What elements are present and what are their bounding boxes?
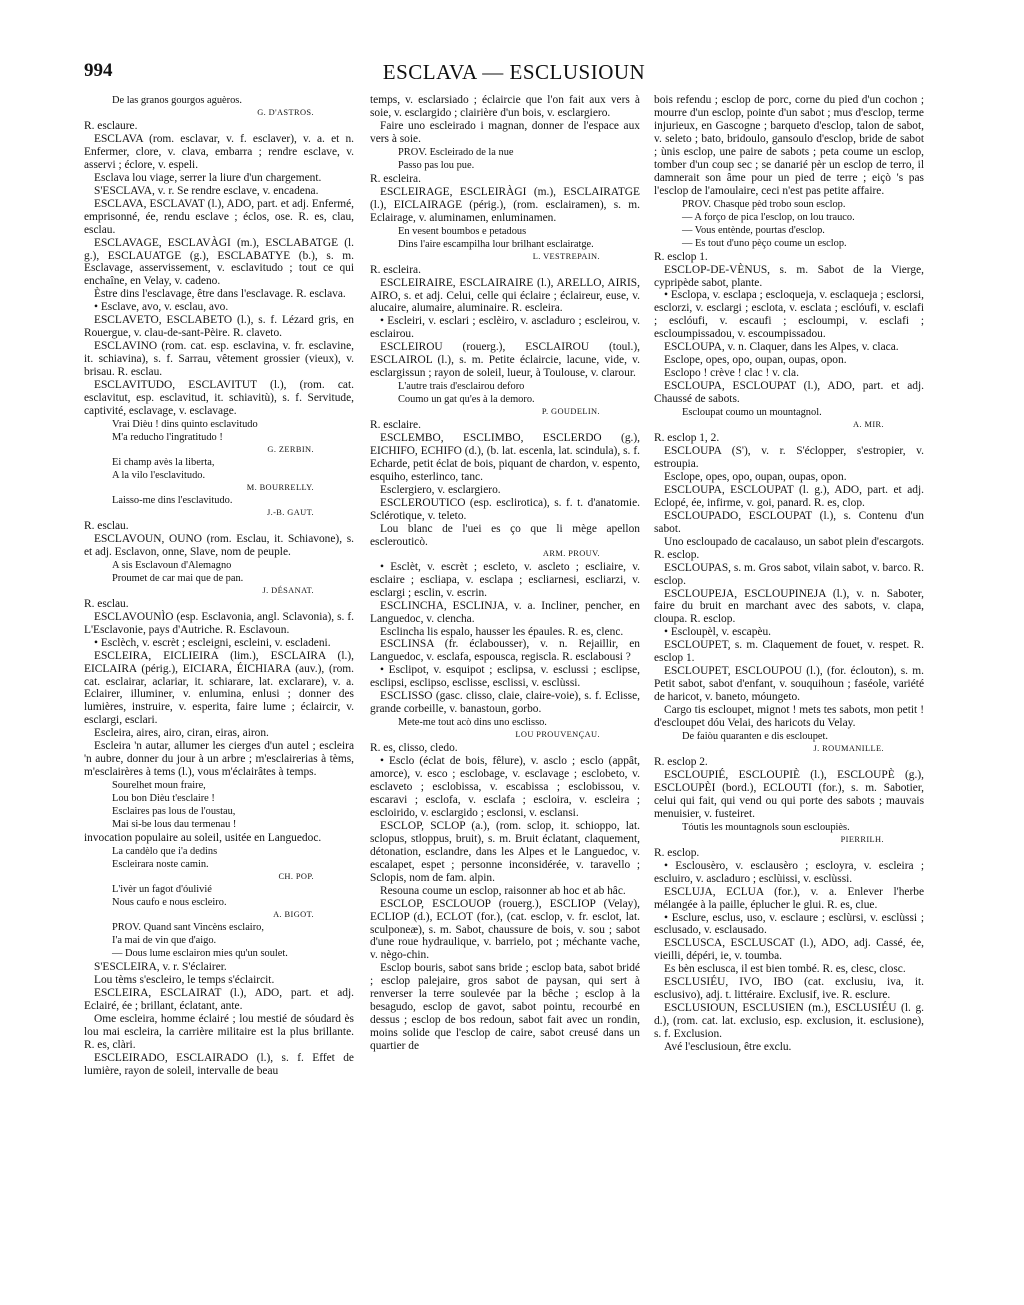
dictionary-entry: Escleira 'n autar, allumer les cierges d'un autel ; escleira 'n aubre, donner du jour à un arbre ; m'esclairerias à tèms, m'esclairères à tems (l.), vous m'éclairâtes à temps.: [84, 740, 354, 779]
quotation-line: Tóutis les mountagnols soun escloupiès.: [682, 821, 850, 833]
dictionary-entry: ESCLINSA (fr. éclabousser), v. n. Rejaillir, en Languedoc, v. esclafa, espousca, regiscla. R. esclabousi ?: [370, 638, 640, 664]
entry-continuation: R. esclaure.: [84, 120, 138, 132]
quotation-line: — A forço de pica l'esclop, on lou trauco.: [682, 211, 855, 223]
quotation-line: Coumo un gat qu'es à la demoro.: [398, 394, 535, 406]
quotation-line: Mete-me tout acò dins uno esclisso.: [398, 717, 547, 729]
dictionary-entry: ESCLOUPA (S'), v. r. S'éclopper, s'estropier, v. estroupia.: [654, 445, 924, 470]
dictionary-entry: • Esclousèro, v. esclausèro ; escloyra, v. escleira ; escluiro, v. ascladuro ; esclùissi, v. esclùssi.: [654, 859, 924, 885]
dictionary-entry: Èstre dins l'esclavage, être dans l'esclavage. R. esclava.: [94, 288, 346, 301]
quotation-line: A sis Esclavoun d'Alemagno: [112, 559, 232, 571]
quotation-author: A. MIR.: [853, 420, 884, 430]
dictionary-entry: • Esclopa, v. esclapa ; escloqueja, v. esclaqueja ; esclorsi, esclorzi, v. esclargi ; esclota, v. esclata ; esclóufi, v. esclafi ; esclóufi, v. escaufi ; escloumpi, v. esclafi ; escloumpissadou, v. escoumpissadou.: [654, 289, 924, 341]
dictionary-entry: Esclope, opes, opo, oupan, oupas, opon.: [664, 354, 847, 367]
quotation-author: J. ROUMANILLE.: [813, 743, 884, 753]
quotation-line: L'ivèr un fagot d'óulivié: [112, 884, 212, 896]
dictionary-entry: Esclergiero, v. esclargiero.: [380, 483, 501, 496]
dictionary-entry: ESCLAVETO, ESCLABETO (l.), s. f. Lézard gris, en Rouergue, v. clau-de-sant-Pèire. R. claveto.: [84, 314, 354, 340]
dictionary-entry: ESCLISSO (gasc. clisso, claie, claire-voie), s. f. Eclisse, grande corbeille, v. banastoun, gorbo.: [370, 690, 640, 716]
dictionary-entry: ESCLAVITUDO, ESCLAVITUT (l.), (rom. cat. esclavitut, esp. esclavitud, it. schiavitù), s. f. Servitude, captivité, esclavage, v. esclavage.: [84, 379, 354, 417]
dictionary-entry: Esclope, opes, opo, oupan, oupas, opon.: [664, 470, 847, 483]
quotation-author: CH. POP.: [278, 872, 314, 882]
dictionary-entry: Esclava lou viage, serrer la liure d'un chargement.: [94, 171, 322, 184]
quotation-line: — Dous lume esclairon mies qu'un soulet.: [112, 948, 288, 960]
dictionary-entry: Esclop bouris, sabot sans bride ; esclop bata, sabot bridé ; esclop palejaire, gros sabot de paysan, qui sert à renverser la terre soulevée par la bêche ; esclop à la besagudo, esclop de gavot, sabot pointu, recourbé en dessus ; esclop de bos redoun, sabot fait avec un rondin, moins solide que l'esclop de caire, sabot creusé dans un quartier de: [370, 962, 640, 1053]
entry-continuation: R. es, clisso, cledo.: [370, 742, 458, 755]
quotation-line: Escleirara noste camin.: [112, 859, 209, 871]
dictionary-entry: Lou tèms s'escleiro, le temps s'éclaircit.: [94, 974, 275, 987]
dictionary-entry: ESCLEIRA, ESCLAIRAT (l.), ADO, part. et adj. Eclairé, ée ; brillant, éclatant, ante.: [84, 986, 354, 1012]
dictionary-entry: • Esclave, avo, v. esclau, avo.: [94, 301, 229, 314]
quotation-line: PROV. Quand sant Vincèns esclairo,: [112, 922, 264, 934]
dictionary-entry: ESCLOUPIÉ, ESCLOUPIÈ (l.), ESCLOUPÈ (g.), ESCLOUPÈI (bord.), ECLOUTI (for.), s. m. Sabotier, celui qui fait, qui vend ou qui porte des sabots ; mauvais menuisier, v. fusteiret.: [654, 768, 924, 820]
dictionary-entry: Resouna coume un esclop, raisonner ab hoc et ab hâc.: [380, 884, 626, 897]
quotation-author: G. ZERBIN.: [267, 444, 314, 454]
dictionary-column-2: [370, 94, 640, 1294]
entry-continuation: R. esclop 1.: [654, 250, 708, 263]
quotation-author: P. GOUDELIN.: [541, 407, 600, 417]
dictionary-entry: ESCLEROUTICO (esp. esclirotica), s. f. t. d'anatomie. Sclérotique, v. teleto.: [370, 496, 640, 522]
dictionary-entry: ESCLOUPEJA, ESCLOUPINEJA (l.), v. n. Saboter, faire du bruit en marchant avec des sabots, v. clapa, cloupa. R. esclop.: [654, 587, 924, 626]
dictionary-entry: • Esclèch, v. escrèt ; escleigni, escleini, v. escladeni.: [94, 636, 331, 649]
dictionary-entry: ESCLEIROU (rouerg.), ESCLAIROU (toul.), ESCLAIROL (l.), s. m. Petite éclaircie, lacune, vide, v. esclargissun ; rayon de soleil, lueur, à Toulouse, v. clarour.: [370, 341, 640, 380]
quotation-author: J.-B. GAUT.: [266, 507, 314, 517]
dictionary-entry: ESCLUSCA, ESCLUSCAT (l.), ADO, adj. Cassé, ée, vieilli, dépéri, ie, v. toumba.: [654, 937, 924, 963]
quotation-line: De faiòu quaranten e dis escloupet.: [682, 730, 828, 742]
dictionary-entry: S'ESCLAVA, v. r. Se rendre esclave, v. encadena.: [94, 184, 319, 197]
dictionary-entry: ESCLOP-DE-VÈNUS, s. m. Sabot de la Vierge, cypripède sabot, plante.: [654, 263, 924, 289]
dictionary-entry: ESCLOUPET, ESCLOUPOU (l.), (for. éclouton), s. m. Petit sabot, sabot d'enfant, v. souquihoun ; faséole, variété de haricot, v. baneto, móungeto.: [654, 665, 924, 704]
dictionary-entry: • Esclipot, v. esquipot ; esclipsa, v. esclussi ; esclipse, esclipsi, esclipso, esclisse, esclissi, v. esclùssi.: [370, 664, 640, 690]
dictionary-entry: • Esclo (éclat de bois, fêlure), v. asclo ; esclo (appât, amorce), v. esco ; esclobage, v. esclavage ; esclobeto, v. esclaveto ; esclobissa, v. escabissa ; esclobissou, v. escaravi ; esclofa, v. esclafa ; escloira, v. escleira ; escloirido, v. esclargido ; esclonsi, v. esclansi.: [370, 755, 640, 819]
quotation-author: LOU PROUVENÇAU.: [515, 730, 600, 740]
quotation-line: Sourelhet moun fraire,: [112, 780, 206, 792]
dictionary-entry: ESCLUJA, ECLUA (for.), v. a. Enlever l'herbe mélangée à la paille, éplucher le glui. R. es, clue.: [654, 885, 924, 911]
quotation-line: Laisso-me dins l'esclavitudo.: [112, 494, 233, 506]
quotation-line: PROV. Escleirado de la nue: [398, 146, 514, 158]
dictionary-entry: • Escleiri, v. esclari ; esclèiro, v. ascladuro ; escleirou, v. esclairou.: [370, 315, 640, 341]
quotation-line: — Es tout d'uno pèço coume un esclop.: [682, 237, 847, 249]
quotation-line: Proumet de car mai que de pan.: [112, 572, 244, 584]
dictionary-entry: ESCLOUPADO, ESCLOUPAT (l.), s. Contenu d'un sabot.: [654, 509, 924, 535]
quotation-line: Esclaires pas lous de l'oustau,: [112, 806, 236, 818]
dictionary-entry: Esclincha lis espalo, hausser les épaules. R. es, clenc.: [380, 625, 624, 638]
entry-continuation: R. esclop 1, 2.: [654, 432, 720, 445]
dictionary-entry: ESCLOUPAS, s. m. Gros sabot, vilain sabot, v. barco. R. esclop.: [654, 561, 924, 587]
quotation-line: De las granos gourgos aguèros.: [112, 95, 242, 106]
dictionary-entry: ESCLEIRAIRE, ESCLAIRAIRE (l.), ARELLO, AIRIS, AIRO, s. et adj. Celui, celle qui éclaire ; éclaireur, euse, v. alucaire, alumaire, aluminaire. R. escleira.: [370, 276, 640, 315]
dictionary-entry: ESCLAVA (rom. esclavar, v. f. esclaver), v. a. et n. Enfermer, clore, v. clava, embarra ; rendre esclave, v. asservi ; éclore, v. espeli.: [84, 132, 354, 171]
quotation-line: PROV. Chasque pèd trobo soun esclop.: [682, 198, 846, 210]
dictionary-column-3: [654, 94, 924, 1294]
quotation-author: G. D'ASTROS.: [257, 108, 314, 117]
quotation-line: L'autre trais d'esclairou deforo: [398, 381, 525, 393]
dictionary-entry: ESCLOUPET, s. m. Claquement de fouet, v. respet. R. esclop 1.: [654, 639, 924, 665]
quotation-line: Ei champ avès la liberta,: [112, 456, 215, 468]
quotation-line: Mai si-be lous dau termenau !: [112, 819, 237, 831]
quotation-author: J. DÉSANAT.: [262, 585, 314, 595]
dictionary-entry: ESCLAVINO (rom. cat. esp. esclavina, v. fr. esclavine, it. schiavina), s. f. Sarrau, vêtement grossier (vieux), v. brisau. R. esclau.: [84, 340, 354, 379]
dictionary-entry: Escleira, aires, airo, ciran, eiras, airon.: [94, 727, 269, 740]
entry-continuation: R. esclau.: [84, 597, 129, 610]
entry-continuation: bois refendu ; esclop de porc, corne du pied d'un cochon ; mourre d'un esclop, pointe d'un sabot ; mus d'esclop, terme injurieux, en Gascogne ; barqueto d'esclop, talon de sabot, v. seleto ; bato, bridoulo, gansoulo d'esclop, bride de sabot ; ùnis esclop, une paire de sabots ; peta coume un esclop, tomber d'un coup sec ; se danarié pèr un esclop de terro, il damnerait son âme pour un pied de terre ; eiçò 's pas l'esclop de l'amoulaire, ceci n'est pas petite affaire.: [654, 94, 924, 197]
dictionary-entry: ESCLEIRA, EICLIEIRA (lim.), ESCLAIRA (l.), EICLAIRA (périg.), EICIARA, ÉICHIARA (auv.), (rom. cat. esclairar, aclariar, it. schiarare, lat. exclarare), v. a. Eclairer, illuminer, v. enlumina, enlusi ; donner des lumières, instruire, v. esperita, faire lume ; éclaircir, v. esclargi, esclari.: [84, 649, 354, 727]
dictionary-entry: ESCLOUPA, ESCLOUPAT (l.), ADO, part. et adj. Chaussé de sabots.: [654, 380, 924, 406]
dictionary-entry: ESCLAVA, ESCLAVAT (l.), ADO, part. et adj. Enfermé, emprisonné, ée, rendu esclave ; éclos, ose. R. es, clau, esclau.: [84, 197, 354, 236]
dictionary-entry: Faire uno escleirado i magnan, donner de l'espace aux vers à soie.: [370, 119, 640, 145]
quotation-line: Nous caufo e nous escleiro.: [112, 897, 227, 909]
page-header: [84, 60, 944, 86]
dictionary-entry: ESCLINCHA, ESCLINJA, v. a. Incliner, pencher, en Languedoc, v. clencha.: [370, 599, 640, 625]
quotation-line: Lou bon Dièu t'esclaire !: [112, 793, 215, 805]
entry-continuation: R. esclop 2.: [654, 755, 708, 768]
entry-continuation: temps, v. esclarsiado ; éclaircie que l'on fait aux vers à soie, v. esclargido ; clairière d'un bois, v. esclargiero.: [370, 94, 640, 119]
dictionary-entry: Lou blanc de l'uei es ço que li mège apellon esclerouticò.: [370, 522, 640, 548]
quotation-line: La candèlo que i'a dedins: [112, 846, 218, 858]
dictionary-entry: Ome escleira, homme éclairé ; lou mestié de sóudard ès lou mai escleira, la carrière militaire est la plus brillante. R. es, clàri.: [84, 1012, 354, 1051]
entry-continuation: R. esclaire.: [370, 419, 421, 432]
dictionary-entry: Cargo tis escloupet, mignot ! mets tes sabots, mon petit ! d'escloupet dóu Velai, des haricots du Velay.: [654, 704, 924, 730]
dictionary-entry: • Esclèt, v. escrèt ; escleto, v. ascleto ; escliaire, v. esclaire ; escliapa, v. esclapa ; escliarnesi, escliarzi, v. esclargi ; esclin, v. escrin.: [370, 560, 640, 599]
quotation-line: Passo pas lou pue.: [398, 159, 475, 171]
dictionary-entry: ESCLAVOUNÌO (esp. Esclavonia, angl. Sclavonia), s. f. L'Esclavonie, pays d'Autriche. R. Esclavoun.: [84, 610, 354, 636]
dictionary-entry: ESCLOUPA, v. n. Claquer, dans les Alpes, v. claca.: [664, 341, 899, 354]
quotation-author: PIERRILH.: [840, 834, 884, 844]
quotation-line: A la vilo l'esclavitudo.: [112, 469, 206, 481]
dictionary-entry: ESCLUSIOUN, ESCLUSIEN (m.), ESCLUSIÉU (l. g. d.), (rom. cat. lat. exclusio, esp. exclusion, it. esclusione), s. f. Exclusion.: [654, 1002, 924, 1041]
dictionary-entry: ESCLOP, ESCLOUOP (rouerg.), ESCLIOP (Velay), ECLIOP (d.), ECLOT (for.), (cat. esclop, v. fr. esclot, lat. sculponeæ), s. m. Sabot, chaussure de bois, v. sou ; sabot d'une roue hydraulique, v. barrielo, pot ; méchante vache, v. nègo-chin.: [370, 897, 640, 962]
page-number: 994: [84, 60, 113, 81]
running-title: ESCLAVA — ESCLUSIOUN: [382, 60, 646, 84]
entry-continuation: R. escleira.: [370, 172, 421, 185]
dictionary-column-1: [84, 94, 354, 1294]
quotation-line: Vrai Dièu ! dins quinto esclavitudo: [112, 418, 258, 430]
quotation-line: — Vous entènde, pourtas d'esclop.: [682, 224, 825, 236]
dictionary-entry: ESCLEIRAGE, ESCLEIRÀGI (m.), ESCLAIRATGE (l.), EICLAIRAGE (périg.), (rom. esclairamen), s. m. Eclairage, v. aluminamen, enluminamen.: [370, 185, 640, 224]
dictionary-entry: ESCLEMBO, ESCLIMBO, ESCLERDO (g.), EICHIFO, ECHIFO (d.), (b. lat. escenla, lat. scindula), s. f. Echarde, petit éclat de bois, piquant de chardon, v. espento, esquiho, esterlinco, tanc.: [370, 432, 640, 484]
quotation-line: En vesent boumbos e petadous: [398, 225, 527, 237]
quotation-author: ARM. PROUV.: [542, 548, 600, 558]
dictionary-entry: ESCLEIRADO, ESCLAIRADO (l.), s. f. Effet de lumière, rayon de soleil, intervalle de beau: [84, 1051, 354, 1077]
dictionary-entry: • Esclure, esclus, uso, v. esclaure ; esclùrsi, v. esclùssi ; esclusado, v. esclausado.: [654, 911, 924, 937]
dictionary-entry: ESCLAVAGE, ESCLAVÀGI (m.), ESCLABATGE (l. g.), ESCLAUATGE (g.), ESCLABATYE (b.), s. m. Esclavage, asservissement, v. esclavitudo ; tout ce qui enchaîne, en Velay, v. cadeno.: [84, 236, 354, 288]
dictionary-entry: ESCLOP, SCLOP (a.), (rom. sclop, it. schioppo, lat. sclopus, stloppus, bruit), s. m. Bruit éclatant, claquement, détonation, esclandre, dans les Alpes et le Languedoc, v. escalapet, espet ; personne inconsidérée, v. taravello ; Sclopis, nom de fam. alpin.: [370, 819, 640, 884]
entry-continuation: R. esclau.: [84, 519, 129, 532]
quotation-author: A. BIGOT.: [273, 910, 314, 920]
entry-continuation: invocation populaire au soleil, usitée en Languedoc.: [84, 832, 322, 845]
quotation-line: Escloupat coumo un mountagnol.: [682, 407, 822, 419]
quotation-line: Dins l'aire escampilha lour brilhant esclairatge.: [398, 238, 594, 250]
dictionary-entry: Esclopo ! crève ! clac ! v. cla.: [664, 367, 799, 380]
quotation-line: I'a mai de vin que d'aigo.: [112, 935, 217, 947]
entry-continuation: R. esclop.: [654, 846, 700, 859]
dictionary-entry: Es bèn esclusca, il est bien tombé. R. es, clesc, closc.: [664, 963, 906, 976]
dictionary-entry: Avé l'esclusioun, être exclu.: [664, 1041, 792, 1054]
quotation-author: M. BOURRELLY.: [246, 482, 314, 492]
dictionary-entry: ESCLOUPA, ESCLOUPAT (l. g.), ADO, part. et adj. Eclopé, ée, infirme, v. goi, panard. R. es, clop.: [654, 483, 924, 509]
dictionary-entry: Uno escloupado de cacalauso, un sabot plein d'escargots. R. esclop.: [654, 535, 924, 561]
dictionary-entry: S'ESCLEIRA, v. r. S'éclairer.: [94, 961, 227, 974]
quotation-author: L. VESTREPAIN.: [532, 251, 600, 261]
entry-continuation: R. escleira.: [370, 263, 421, 276]
dictionary-entry: ESCLUSIÉU, IVO, IBO (cat. exclusiu, iva, it. esclusivo), adj. t. littéraire. Exclusif, ive. R. esclure.: [654, 976, 924, 1002]
quotation-line: M'a reducho l'ingratitudo !: [112, 431, 223, 443]
dictionary-entry: ESCLAVOUN, OUNO (rom. Esclau, it. Schiavone), s. et adj. Esclavon, onne, Slave, nom de peuple.: [84, 532, 354, 558]
dictionary-entry: • Escloupèl, v. escapèu.: [664, 626, 771, 639]
